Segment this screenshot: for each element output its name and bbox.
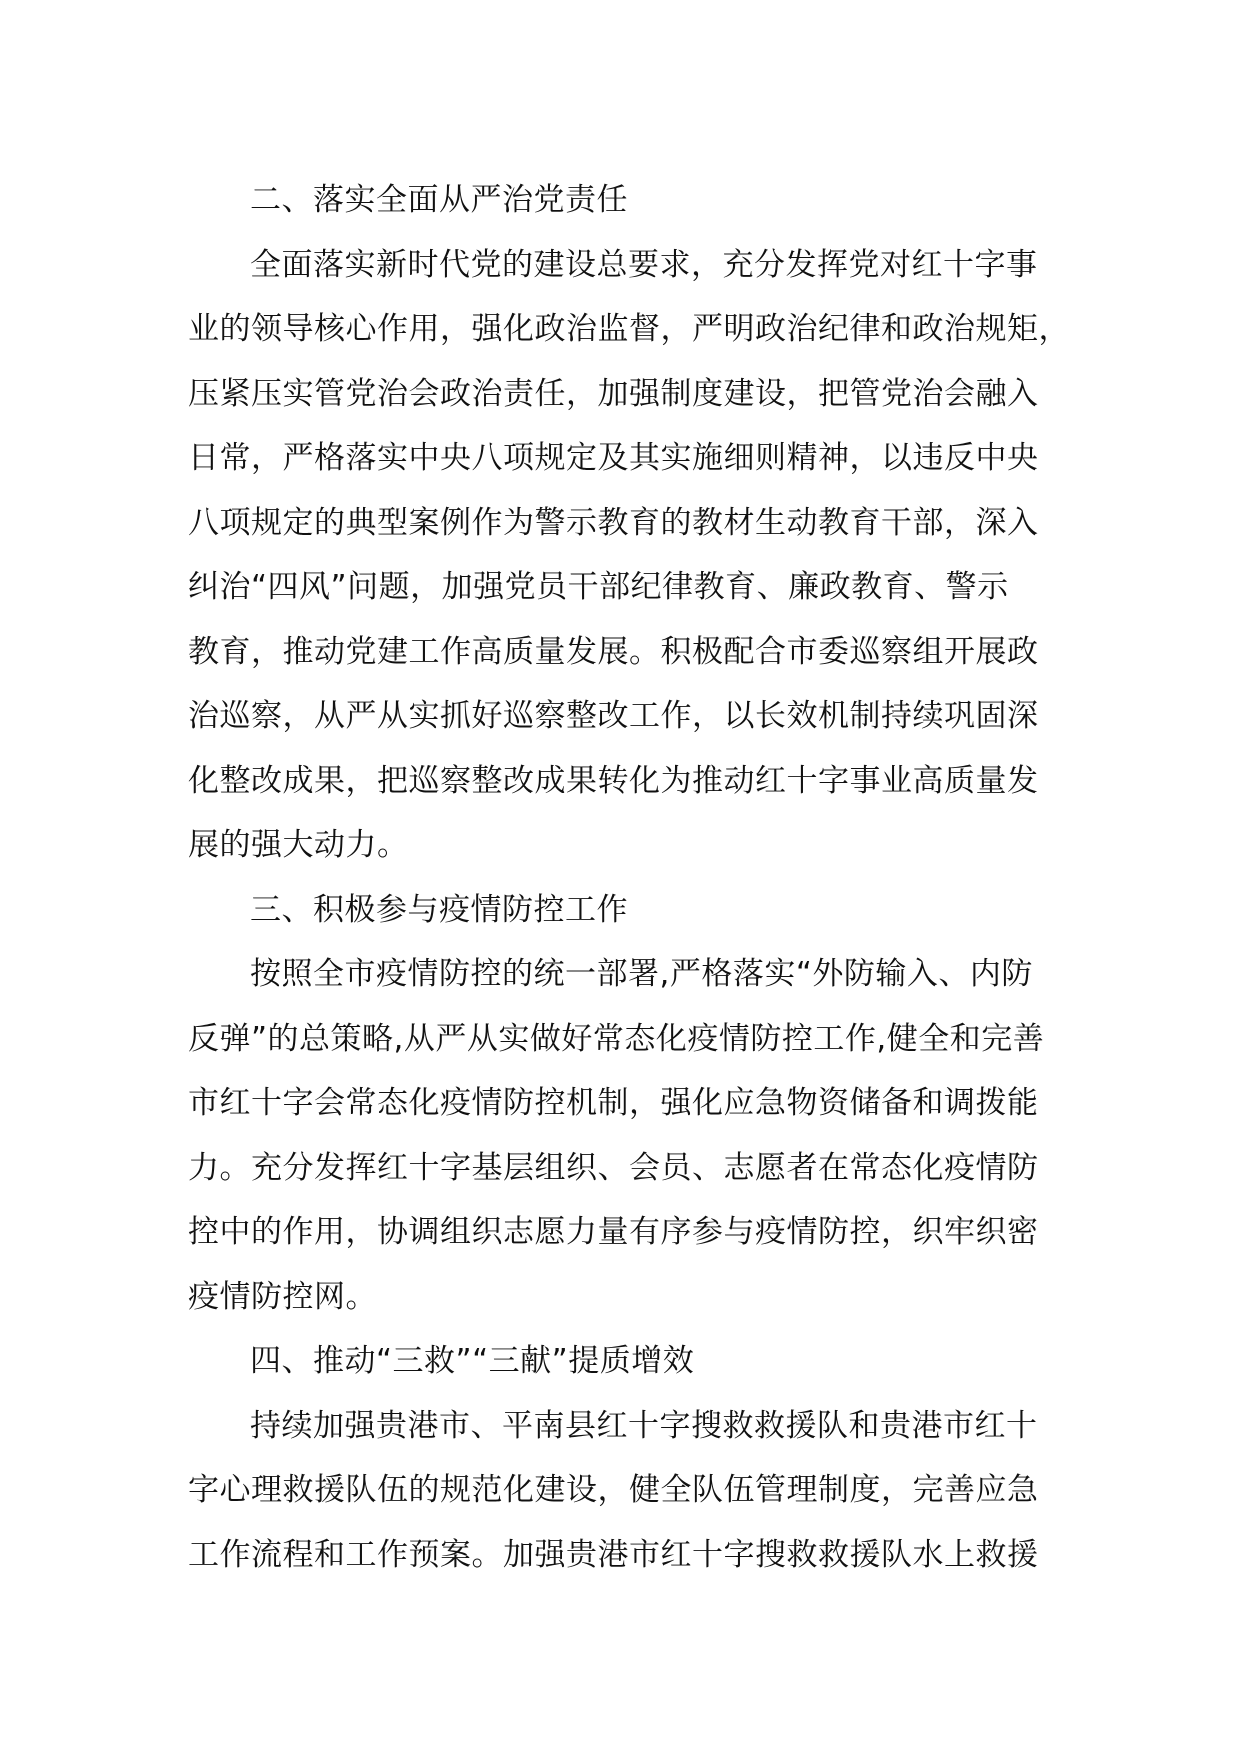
paragraph-line: 纠治“四风”问题，加强党员干部纪律教育、廉政教育、警示: [188, 569, 1009, 605]
paragraph-line: 控中的作用，协调组织志愿力量有序参与疫情防控，织牢织密: [188, 1214, 1039, 1250]
paragraph-line: 工作流程和工作预案。加强贵港市红十字搜救救援队水上救援: [188, 1536, 1039, 1573]
paragraph-line: 反弹”的总策略,从严从实做好常态化疫情防控工作,健全和完善: [188, 1020, 1045, 1057]
paragraph-line: 市红十字会常态化疫情防控机制，强化应急物资储备和调拨能: [188, 1085, 1039, 1121]
paragraph-line: 治巡察，从严从实抓好巡察整改工作，以长效机制持续巩固深: [188, 698, 1039, 734]
section-paragraph-3: [188, 942, 1088, 1329]
heading-line: 二、落实全面从严治党责任: [250, 182, 628, 218]
document-body: [188, 168, 1088, 1587]
paragraph-line: 化整改成果，把巡察整改成果转化为推动红十字事业高质量发: [188, 762, 1039, 799]
paragraph-line: 疫情防控网。: [188, 1278, 377, 1315]
section-paragraph-4: [188, 1394, 1088, 1588]
section-paragraph-2: [188, 233, 1088, 878]
paragraph-line: 八项规定的典型案例作为警示教育的教材生动教育干部，深入: [188, 504, 1039, 541]
paragraph-line: 业的领导核心作用，强化政治监督，严明政治纪律和政治规矩，: [188, 311, 1070, 347]
paragraph-line: 展的强大动力。: [188, 827, 409, 863]
paragraph-line: 力。充分发挥红十字基层组织、会员、志愿者在常态化疫情防: [188, 1149, 1039, 1186]
section-heading-3: [188, 878, 1088, 943]
paragraph-line: 教育，推动党建工作高质量发展。积极配合市委巡察组开展政: [188, 633, 1039, 670]
heading-line: 三、积极参与疫情防控工作: [250, 891, 628, 928]
heading-line: 四、推动“三救”“三献”提质增效: [250, 1343, 695, 1379]
paragraph-line: 全面落实新时代党的建设总要求，充分发挥党对红十字事: [250, 246, 1038, 283]
paragraph-line: 压紧压实管党治会政治责任，加强制度建设，把管党治会融入: [188, 375, 1039, 412]
paragraph-line: 按照全市疫情防控的统一部署,严格落实“外防输入、内防: [250, 956, 1033, 992]
paragraph-line: 日常，严格落实中央八项规定及其实施细则精神，以违反中央: [188, 440, 1039, 476]
paragraph-line: 持续加强贵港市、平南县红十字搜救救援队和贵港市红十: [250, 1407, 1038, 1444]
section-heading-4: [188, 1329, 1088, 1394]
section-heading-2: [188, 168, 1088, 233]
paragraph-line: 字心理救援队伍的规范化建设，健全队伍管理制度，完善应急: [188, 1472, 1039, 1508]
